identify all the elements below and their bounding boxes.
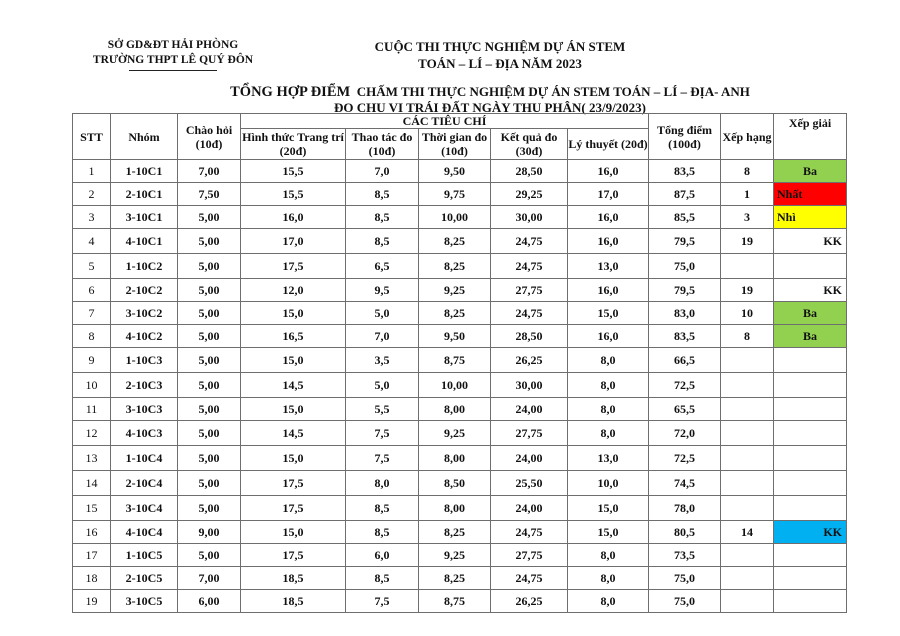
cell-award [774, 590, 847, 613]
cell-operation: 8,0 [346, 471, 419, 496]
cell-total: 83,5 [649, 160, 721, 183]
title-contest: CHẤM THI THỰC NGHIỆM DỰ ÁN STEM TOÁN – LÍ – ĐỊA- ANH [356, 84, 750, 99]
cell-operation: 8,5 [346, 229, 419, 254]
table-row [73, 206, 847, 229]
cell-theory: 8,0 [568, 590, 649, 613]
contest-subject-year: TOÁN – LÍ – ĐỊA NĂM 2023 [418, 56, 582, 71]
cell-form: 18,5 [241, 590, 346, 613]
cell-greeting: 9,00 [178, 521, 241, 544]
cell-form: 15,0 [241, 398, 346, 421]
cell-form: 15,0 [241, 521, 346, 544]
cell-result: 29,25 [491, 183, 568, 206]
cell-award: Ba [774, 302, 847, 325]
cell-form: 12,0 [241, 279, 346, 302]
cell-stt: 4 [73, 229, 111, 254]
cell-form: 17,5 [241, 544, 346, 567]
table-row [73, 567, 847, 590]
cell-rank: 8 [721, 160, 774, 183]
cell-form: 16,0 [241, 206, 346, 229]
cell-stt: 18 [73, 567, 111, 590]
cell-operation: 9,5 [346, 279, 419, 302]
table-row [73, 229, 847, 254]
cell-award [774, 348, 847, 373]
cell-group: 4-10C3 [111, 421, 178, 446]
header-stt: STT [73, 114, 111, 160]
cell-operation: 7,5 [346, 590, 419, 613]
cell-rank [721, 254, 774, 279]
cell-rank: 8 [721, 325, 774, 348]
cell-stt: 17 [73, 544, 111, 567]
cell-total: 75,0 [649, 254, 721, 279]
cell-operation: 7,5 [346, 421, 419, 446]
cell-result: 27,75 [491, 279, 568, 302]
header-time: Thời gian đo (10đ) [419, 129, 491, 160]
cell-stt: 1 [73, 160, 111, 183]
cell-form: 17,5 [241, 254, 346, 279]
cell-form: 15,5 [241, 183, 346, 206]
cell-rank [721, 544, 774, 567]
cell-total: 75,0 [649, 567, 721, 590]
cell-award: KK [774, 521, 847, 544]
cell-greeting: 5,00 [178, 279, 241, 302]
cell-total: 65,5 [649, 398, 721, 421]
cell-rank [721, 348, 774, 373]
cell-form: 17,0 [241, 229, 346, 254]
cell-group: 3-10C2 [111, 302, 178, 325]
cell-stt: 10 [73, 373, 111, 398]
cell-theory: 16,0 [568, 325, 649, 348]
cell-result: 24,75 [491, 229, 568, 254]
cell-time: 8,75 [419, 590, 491, 613]
cell-time: 9,25 [419, 421, 491, 446]
cell-theory: 15,0 [568, 496, 649, 521]
table-row [73, 183, 847, 206]
cell-stt: 5 [73, 254, 111, 279]
title-subtitle: ĐO CHU VI TRÁI ĐẤT NGÀY THU PHÂN( 23/9/2023) [333, 100, 647, 115]
cell-stt: 14 [73, 471, 111, 496]
cell-rank [721, 567, 774, 590]
cell-time: 8,25 [419, 254, 491, 279]
cell-stt: 6 [73, 279, 111, 302]
table-row [73, 348, 847, 373]
table-row [73, 302, 847, 325]
cell-form: 15,0 [241, 446, 346, 471]
cell-total: 74,5 [649, 471, 721, 496]
cell-award [774, 544, 847, 567]
cell-theory: 15,0 [568, 302, 649, 325]
cell-greeting: 5,00 [178, 229, 241, 254]
cell-time: 10,00 [419, 206, 491, 229]
cell-operation: 6,5 [346, 254, 419, 279]
cell-award: Nhất [774, 183, 847, 206]
header-form: Hình thức Trang trí (20đ) [242, 130, 344, 158]
cell-time: 9,25 [419, 544, 491, 567]
cell-award: Ba [774, 160, 847, 183]
cell-rank: 19 [721, 229, 774, 254]
cell-result: 24,00 [491, 446, 568, 471]
cell-group: 2-10C4 [111, 471, 178, 496]
cell-theory: 8,0 [568, 373, 649, 398]
cell-operation: 8,5 [346, 496, 419, 521]
cell-group: 1-10C2 [111, 254, 178, 279]
cell-award [774, 373, 847, 398]
cell-time: 8,25 [419, 302, 491, 325]
cell-rank [721, 373, 774, 398]
cell-result: 25,50 [491, 471, 568, 496]
cell-greeting: 5,00 [178, 325, 241, 348]
cell-time: 9,75 [419, 183, 491, 206]
table-row [73, 373, 847, 398]
table-row [73, 521, 847, 544]
cell-award: Nhì [774, 206, 847, 229]
table-row [73, 325, 847, 348]
cell-time: 8,00 [419, 398, 491, 421]
cell-rank [721, 398, 774, 421]
cell-greeting: 5,00 [178, 254, 241, 279]
header-greeting: Chào hỏi (10đ) [178, 114, 241, 160]
cell-stt: 2 [73, 183, 111, 206]
cell-greeting: 5,00 [178, 302, 241, 325]
cell-result: 30,00 [491, 206, 568, 229]
cell-group: 3-10C4 [111, 496, 178, 521]
cell-greeting: 5,00 [178, 421, 241, 446]
cell-total: 72,5 [649, 373, 721, 398]
cell-greeting: 6,00 [178, 590, 241, 613]
cell-greeting: 7,50 [178, 183, 241, 206]
cell-total: 79,5 [649, 229, 721, 254]
cell-operation: 8,5 [346, 206, 419, 229]
cell-group: 1-10C5 [111, 544, 178, 567]
cell-award [774, 254, 847, 279]
cell-greeting: 5,00 [178, 446, 241, 471]
cell-group: 2-10C5 [111, 567, 178, 590]
table-row [73, 471, 847, 496]
cell-rank [721, 446, 774, 471]
cell-theory: 16,0 [568, 229, 649, 254]
cell-group: 4-10C2 [111, 325, 178, 348]
cell-award [774, 446, 847, 471]
cell-award [774, 496, 847, 521]
cell-rank: 3 [721, 206, 774, 229]
cell-group: 1-10C4 [111, 446, 178, 471]
cell-result: 28,50 [491, 160, 568, 183]
cell-rank [721, 496, 774, 521]
cell-result: 27,75 [491, 421, 568, 446]
table-row [73, 590, 847, 613]
cell-stt: 8 [73, 325, 111, 348]
cell-greeting: 7,00 [178, 567, 241, 590]
cell-time: 8,00 [419, 496, 491, 521]
header-group: Nhóm [111, 114, 178, 160]
header-criteria: CÁC TIÊU CHÍ [241, 114, 649, 129]
cell-theory: 16,0 [568, 160, 649, 183]
cell-award: KK [774, 279, 847, 302]
cell-form: 18,5 [241, 567, 346, 590]
cell-operation: 8,5 [346, 183, 419, 206]
cell-operation: 7,0 [346, 160, 419, 183]
cell-theory: 13,0 [568, 254, 649, 279]
contest-name: CUỘC THI THỰC NGHIỆM DỰ ÁN STEM [374, 39, 626, 54]
cell-time: 8,25 [419, 521, 491, 544]
cell-rank: 10 [721, 302, 774, 325]
cell-total: 72,5 [649, 446, 721, 471]
cell-greeting: 5,00 [178, 496, 241, 521]
cell-theory: 10,0 [568, 471, 649, 496]
cell-total: 75,0 [649, 590, 721, 613]
cell-theory: 16,0 [568, 206, 649, 229]
cell-time: 8,25 [419, 567, 491, 590]
cell-theory: 17,0 [568, 183, 649, 206]
cell-stt: 12 [73, 421, 111, 446]
cell-award: Ba [774, 325, 847, 348]
cell-form: 17,5 [241, 496, 346, 521]
cell-stt: 15 [73, 496, 111, 521]
title-summary: TỔNG HỢP ĐIỂM [230, 84, 351, 100]
cell-stt: 3 [73, 206, 111, 229]
cell-total: 72,0 [649, 421, 721, 446]
cell-time: 8,50 [419, 471, 491, 496]
cell-award [774, 398, 847, 421]
table-row [73, 544, 847, 567]
cell-rank [721, 421, 774, 446]
header-operation: Thao tác đo (10đ) [346, 129, 419, 160]
cell-result: 24,75 [491, 521, 568, 544]
cell-group: 2-10C3 [111, 373, 178, 398]
cell-stt: 19 [73, 590, 111, 613]
cell-group: 2-10C1 [111, 183, 178, 206]
cell-group: 1-10C1 [111, 160, 178, 183]
cell-award [774, 421, 847, 446]
cell-total: 85,5 [649, 206, 721, 229]
school-header [78, 38, 268, 71]
cell-greeting: 5,00 [178, 348, 241, 373]
cell-operation: 3,5 [346, 348, 419, 373]
cell-total: 73,5 [649, 544, 721, 567]
cell-operation: 8,5 [346, 521, 419, 544]
cell-operation: 6,0 [346, 544, 419, 567]
cell-time: 8,25 [419, 229, 491, 254]
cell-result: 24,75 [491, 254, 568, 279]
table-row [73, 398, 847, 421]
header-award: Xếp giải [774, 114, 847, 160]
cell-total: 83,0 [649, 302, 721, 325]
cell-operation: 7,0 [346, 325, 419, 348]
cell-group: 2-10C2 [111, 279, 178, 302]
cell-time: 9,25 [419, 279, 491, 302]
cell-theory: 8,0 [568, 544, 649, 567]
cell-result: 24,00 [491, 496, 568, 521]
cell-stt: 11 [73, 398, 111, 421]
cell-award [774, 471, 847, 496]
cell-award: KK [774, 229, 847, 254]
cell-result: 24,00 [491, 398, 568, 421]
cell-total: 78,0 [649, 496, 721, 521]
school-name: TRƯỜNG THPT LÊ QUÝ ĐÔN [92, 54, 254, 66]
cell-form: 15,0 [241, 348, 346, 373]
contest-header [330, 38, 670, 72]
cell-result: 26,25 [491, 348, 568, 373]
cell-stt: 7 [73, 302, 111, 325]
cell-form: 15,0 [241, 302, 346, 325]
cell-form: 17,5 [241, 471, 346, 496]
cell-theory: 13,0 [568, 446, 649, 471]
cell-form: 16,5 [241, 325, 346, 348]
table-row [73, 160, 847, 183]
cell-stt: 16 [73, 521, 111, 544]
cell-group: 3-10C3 [111, 398, 178, 421]
cell-total: 79,5 [649, 279, 721, 302]
cell-greeting: 5,00 [178, 206, 241, 229]
document-title [150, 84, 830, 115]
cell-operation: 5,5 [346, 398, 419, 421]
cell-group: 4-10C1 [111, 229, 178, 254]
cell-greeting: 5,00 [178, 398, 241, 421]
cell-operation: 5,0 [346, 302, 419, 325]
cell-group: 3-10C5 [111, 590, 178, 613]
cell-operation: 8,5 [346, 567, 419, 590]
cell-operation: 5,0 [346, 373, 419, 398]
cell-rank: 19 [721, 279, 774, 302]
cell-award [774, 567, 847, 590]
cell-time: 9,50 [419, 325, 491, 348]
cell-group: 1-10C3 [111, 348, 178, 373]
cell-rank: 14 [721, 521, 774, 544]
cell-greeting: 5,00 [178, 544, 241, 567]
cell-operation: 7,5 [346, 446, 419, 471]
score-table [72, 113, 847, 613]
cell-theory: 8,0 [568, 398, 649, 421]
header-rank: Xếp hạng [721, 114, 774, 160]
cell-stt: 13 [73, 446, 111, 471]
cell-theory: 8,0 [568, 348, 649, 373]
cell-rank [721, 590, 774, 613]
cell-theory: 8,0 [568, 567, 649, 590]
header-result: Kết quả đo (30đ) [491, 129, 568, 160]
cell-greeting: 7,00 [178, 160, 241, 183]
header-total: Tổng điểm (100đ) [649, 114, 721, 160]
table-row [73, 279, 847, 302]
cell-time: 8,00 [419, 446, 491, 471]
cell-time: 9,50 [419, 160, 491, 183]
cell-total: 87,5 [649, 183, 721, 206]
cell-result: 24,75 [491, 302, 568, 325]
cell-group: 4-10C4 [111, 521, 178, 544]
cell-theory: 16,0 [568, 279, 649, 302]
cell-theory: 8,0 [568, 421, 649, 446]
cell-greeting: 5,00 [178, 373, 241, 398]
cell-rank: 1 [721, 183, 774, 206]
table-row [73, 446, 847, 471]
cell-result: 30,00 [491, 373, 568, 398]
cell-total: 66,5 [649, 348, 721, 373]
cell-stt: 9 [73, 348, 111, 373]
department-name: SỞ GD&ĐT HẢI PHÒNG [107, 39, 239, 51]
cell-result: 24,75 [491, 567, 568, 590]
cell-result: 26,25 [491, 590, 568, 613]
cell-total: 83,5 [649, 325, 721, 348]
table-row [73, 254, 847, 279]
header-theory: Lý thuyết (20đ) [568, 129, 649, 160]
cell-rank [721, 471, 774, 496]
cell-form: 14,5 [241, 373, 346, 398]
cell-result: 28,50 [491, 325, 568, 348]
cell-form: 15,5 [241, 160, 346, 183]
table-row [73, 496, 847, 521]
cell-group: 3-10C1 [111, 206, 178, 229]
cell-total: 80,5 [649, 521, 721, 544]
header-underline [129, 70, 217, 71]
cell-time: 10,00 [419, 373, 491, 398]
cell-form: 14,5 [241, 421, 346, 446]
cell-time: 8,75 [419, 348, 491, 373]
cell-greeting: 5,00 [178, 471, 241, 496]
cell-theory: 15,0 [568, 521, 649, 544]
cell-result: 27,75 [491, 544, 568, 567]
table-row [73, 421, 847, 446]
score-table-body [73, 160, 847, 613]
